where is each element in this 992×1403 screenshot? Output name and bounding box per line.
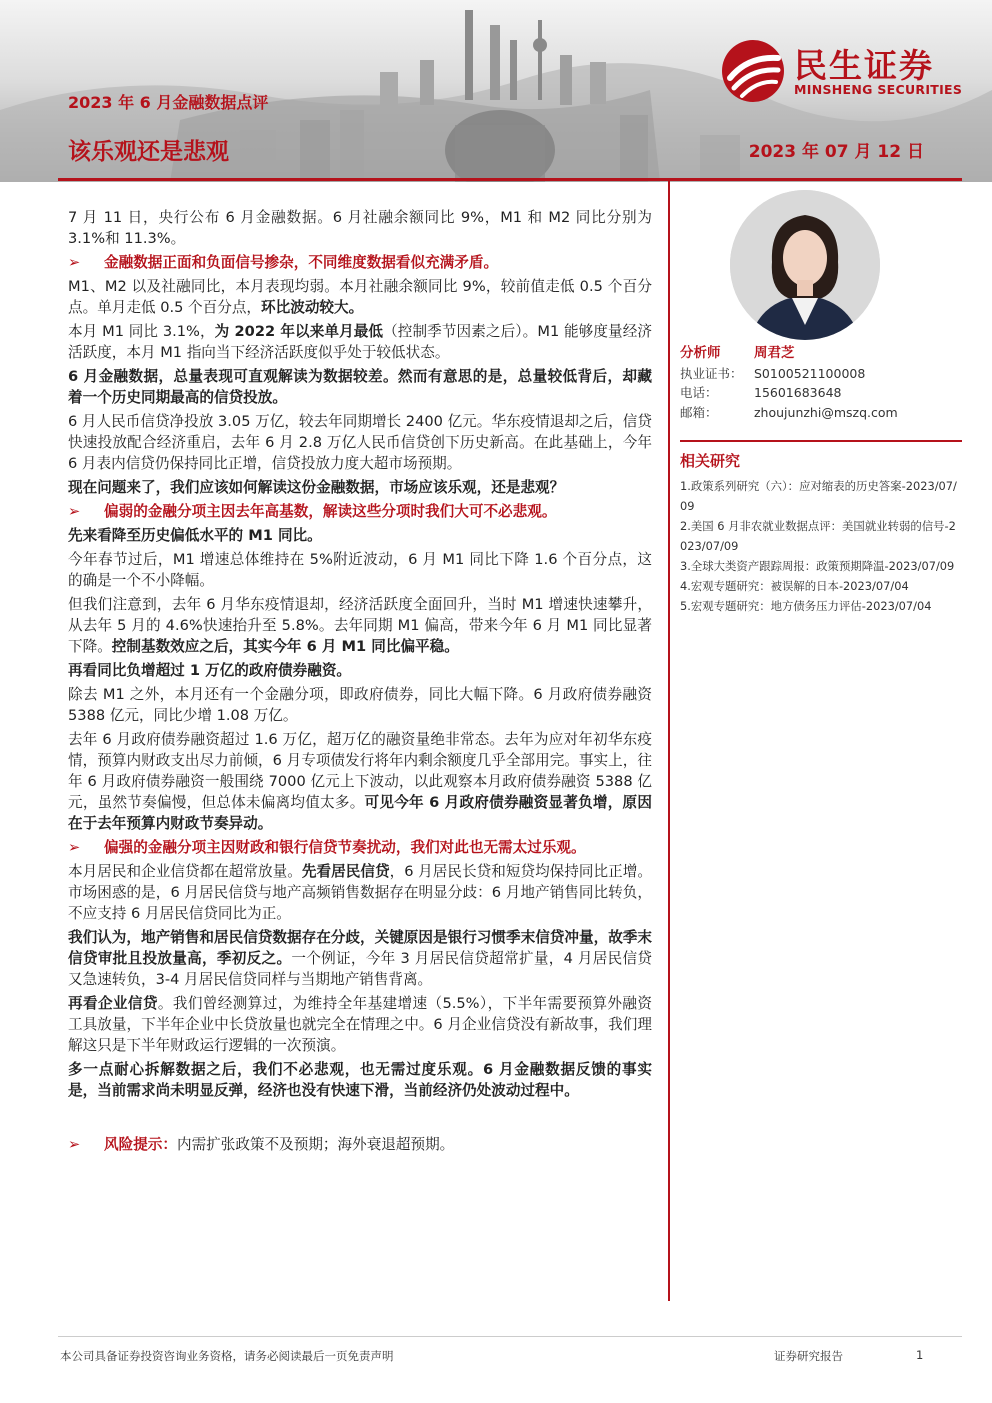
- key-point: [68, 252, 652, 273]
- report-type: 2023 年 6 月金融数据点评: [68, 93, 269, 112]
- email-value[interactable]: zhoujunzhi@mszq.com: [754, 404, 898, 420]
- related-research-item[interactable]: 5.宏观专题研究：地方债务压力评估-2023/07/04: [680, 599, 932, 613]
- bold-text: 控制基数效应之后，其实今年 6 月 M1 同比偏平稳。: [111, 638, 459, 655]
- text: 去年 6 月政府债券融资超过 1.6 万亿，超万亿的融资量绝非常态。去年为应对年初华东疫情，预算内财政支出尽力前倾，6 月专项债发行将年内剩余额度几乎全部用完。事实上，往年 6 月政府债券融资一般围绕 7000 亿元上下波动，以此观察本月政府债券融资 5388 亿元，虽然节奏偏慢，但总体未偏离均值太多。: [68, 731, 652, 811]
- header-divider: [58, 178, 962, 181]
- key-point: [68, 837, 652, 858]
- risk-line: [104, 1134, 454, 1155]
- paragraph-bold: 先来看降至历史偏低水平的 M1 同比。: [68, 527, 322, 544]
- text: 一个例证，今年 3 月居民信贷超常扩量，4 月居民信贷又急速转负，3-4 月居民信贷同样与当期地产销售背离。: [68, 950, 652, 988]
- text: 本月 M1 同比 3.1%，: [68, 323, 215, 340]
- paragraph: [68, 927, 652, 990]
- related-research-item[interactable]: 4.宏观专题研究：被误解的日本-2023/07/04: [680, 579, 909, 593]
- key-point-text: 偏强的金融分项主因财政和银行信贷节奏扰动，我们对此也无需太过乐观。: [104, 839, 586, 856]
- text: M1、M2 以及社融同比，本月表现均弱。本月社融余额同比 9%，较前值走低 0.5 个百分点。单月走低 0.5 个百分点，: [68, 278, 652, 316]
- bold-text: 再看企业信贷: [68, 995, 158, 1012]
- analyst-info: [680, 344, 962, 422]
- paragraph: 7 月 11 日，央行公布 6 月金融数据。6 月社融余额同比 9%，M1 和 M2 同比分别为 3.1%和 11.3%。: [68, 209, 652, 247]
- text: （控制季节因素之后）。M1 能够度量经济活跃度，本月 M1 指向当下经济活跃度似乎处于较低状态。: [68, 323, 652, 361]
- column-divider: [668, 181, 670, 1301]
- risk-warning: [68, 1134, 652, 1155]
- cert-row: [680, 364, 962, 384]
- analyst-portrait-icon: [730, 190, 880, 340]
- related-research-title: 相关研究: [680, 452, 741, 470]
- paragraph-bold: 6 月金融数据，总量表现可直观解读为数据较差。然而有意思的是，总量较低背后，却藏着一个历史同期最高的信贷投放。: [68, 368, 652, 406]
- paragraph: [68, 594, 652, 657]
- text: 。我们曾经测算过，为维持全年基建增速（5.5%），下半年需要预算外融资工具放量，下半年企业中长贷放量也就完全在情理之中。6 月企业信贷没有新故事，我们理解这只是下半年财政运行逻辑的一次预演。: [68, 995, 652, 1054]
- arrow-icon: ➢: [68, 503, 81, 520]
- page-number: 1: [916, 1348, 924, 1362]
- logo-text-cn: 民生证券: [794, 46, 934, 85]
- cert-label: 执业证书：: [680, 365, 743, 381]
- analyst-name: 周君芝: [754, 345, 795, 361]
- bold-text: 环比波动较大。: [261, 299, 364, 316]
- analyst-label: 分析师: [680, 345, 721, 361]
- email-label: 邮箱：: [680, 404, 718, 420]
- cert-value: S0100521100008: [754, 365, 866, 381]
- risk-label: 风险提示：: [104, 1136, 177, 1153]
- phone-label: 电话：: [680, 385, 718, 400]
- paragraph: [68, 729, 652, 834]
- header-banner: [0, 0, 992, 182]
- key-point: [68, 501, 652, 522]
- footer-report-label: 证券研究报告: [774, 1349, 843, 1363]
- related-research-item[interactable]: 1.政策系列研究（六）：应对缩表的历史答案-2023/07/09: [680, 479, 957, 513]
- bold-text: 先看居民信贷: [301, 863, 390, 880]
- text: ，6 月居民长贷和短贷均保持同比正增。市场困惑的是，6 月居民信贷与地产高频销售数据存在明显分歧：6 月地产销售同比转负，不应支持 6 月居民信贷同比为正。: [68, 863, 652, 922]
- arrow-icon: ➢: [68, 839, 81, 856]
- risk-text: 内需扩张政策不及预期；海外衰退超预期。: [176, 1136, 455, 1153]
- bold-text: 为 2022 年以来单月最低: [214, 323, 384, 340]
- report-date: 2023 年 07 月 12 日: [748, 142, 924, 162]
- footer-disclaimer: 本公司具备证券投资咨询业务资格，请务必阅读最后一页免责声明: [60, 1349, 394, 1363]
- brand-logo: [720, 38, 970, 104]
- arrow-icon: ➢: [68, 1136, 81, 1153]
- paragraph: [68, 993, 652, 1056]
- report-title: 该乐观还是悲观: [68, 139, 229, 165]
- paragraph-bold: 多一点耐心拆解数据之后，我们不必悲观，也无需过度乐观。6 月金融数据反馈的事实是，当前需求尚未明显反弹，经济也没有快速下滑，当前经济仍处波动过程中。: [68, 1061, 652, 1099]
- email-row: [680, 403, 962, 423]
- paragraph-bold: 再看同比负增超过 1 万亿的政府债券融资。: [68, 662, 352, 679]
- related-research-item[interactable]: 2.美国 6 月非农就业数据点评：美国就业转弱的信号-2023/07/09: [680, 519, 956, 553]
- analyst-row: [680, 344, 962, 364]
- sidebar-divider: [680, 440, 962, 442]
- bold-text: 可见今年 6 月政府债券融资显著负增，原因在于去年预算内财政节奏异动。: [68, 794, 652, 832]
- paragraph: 今年春节过后，M1 增速总体维持在 5%附近波动，6 月 M1 同比下降 1.6 个百分点，这的确是一个不小降幅。: [68, 551, 652, 589]
- text: 本月居民和企业信贷都在超常放量。: [68, 863, 302, 880]
- minsheng-logo-icon: [720, 38, 786, 104]
- related-research-list: [680, 476, 962, 616]
- key-point-text: 金融数据正面和负面信号掺杂，不同维度数据看似充满矛盾。: [104, 254, 499, 271]
- logo-text-en: MINSHENG SECURITIES: [794, 82, 963, 97]
- bold-text: 我们认为，地产销售和居民信贷数据存在分歧，关键原因是银行习惯季末信贷冲量，故季末信贷审批且投放量高，季初反之。: [68, 929, 652, 967]
- phone-value: 15601683648: [754, 385, 842, 400]
- phone-row: [680, 383, 962, 403]
- related-research-item[interactable]: 3.全球大类资产跟踪周报：政策预期降温-2023/07/09: [680, 559, 955, 573]
- arrow-icon: ➢: [68, 254, 81, 271]
- paragraph: [68, 276, 652, 318]
- footer-divider: [58, 1336, 962, 1337]
- paragraph: 除去 M1 之外，本月还有一个金融分项，即政府债券，同比大幅下降。6 月政府债券融资 5388 亿元，同比少增 1.08 万亿。: [68, 686, 652, 724]
- paragraph: [68, 861, 652, 924]
- key-point-text: 偏弱的金融分项主因去年高基数，解读这些分项时我们大可不必悲观。: [104, 503, 557, 520]
- paragraph: [68, 321, 652, 363]
- analyst-photo: [730, 190, 880, 340]
- paragraph-bold: 现在问题来了，我们应该如何解读这份金融数据，市场应该乐观，还是悲观？: [68, 479, 565, 496]
- text: 但我们注意到，去年 6 月华东疫情退却，经济活跃度全面回升，当时 M1 增速快速攀升，从去年 5 月的 4.6%快速抬升至 5.8%。去年同期 M1 偏高，带来今年 6 月 M1 同比显著下降。: [68, 596, 652, 655]
- paragraph: 6 月人民币信贷净投放 3.05 万亿，较去年同期增长 2400 亿元。华东疫情退却之后，信贷快速投放配合经济重启，去年 6 月 2.8 万亿人民币信贷创下历史新高。在此基础上，今年 6 月表内信贷仍保持同比正增，信贷投放力度大超市场预期。: [68, 413, 652, 472]
- main-content: [68, 207, 652, 1158]
